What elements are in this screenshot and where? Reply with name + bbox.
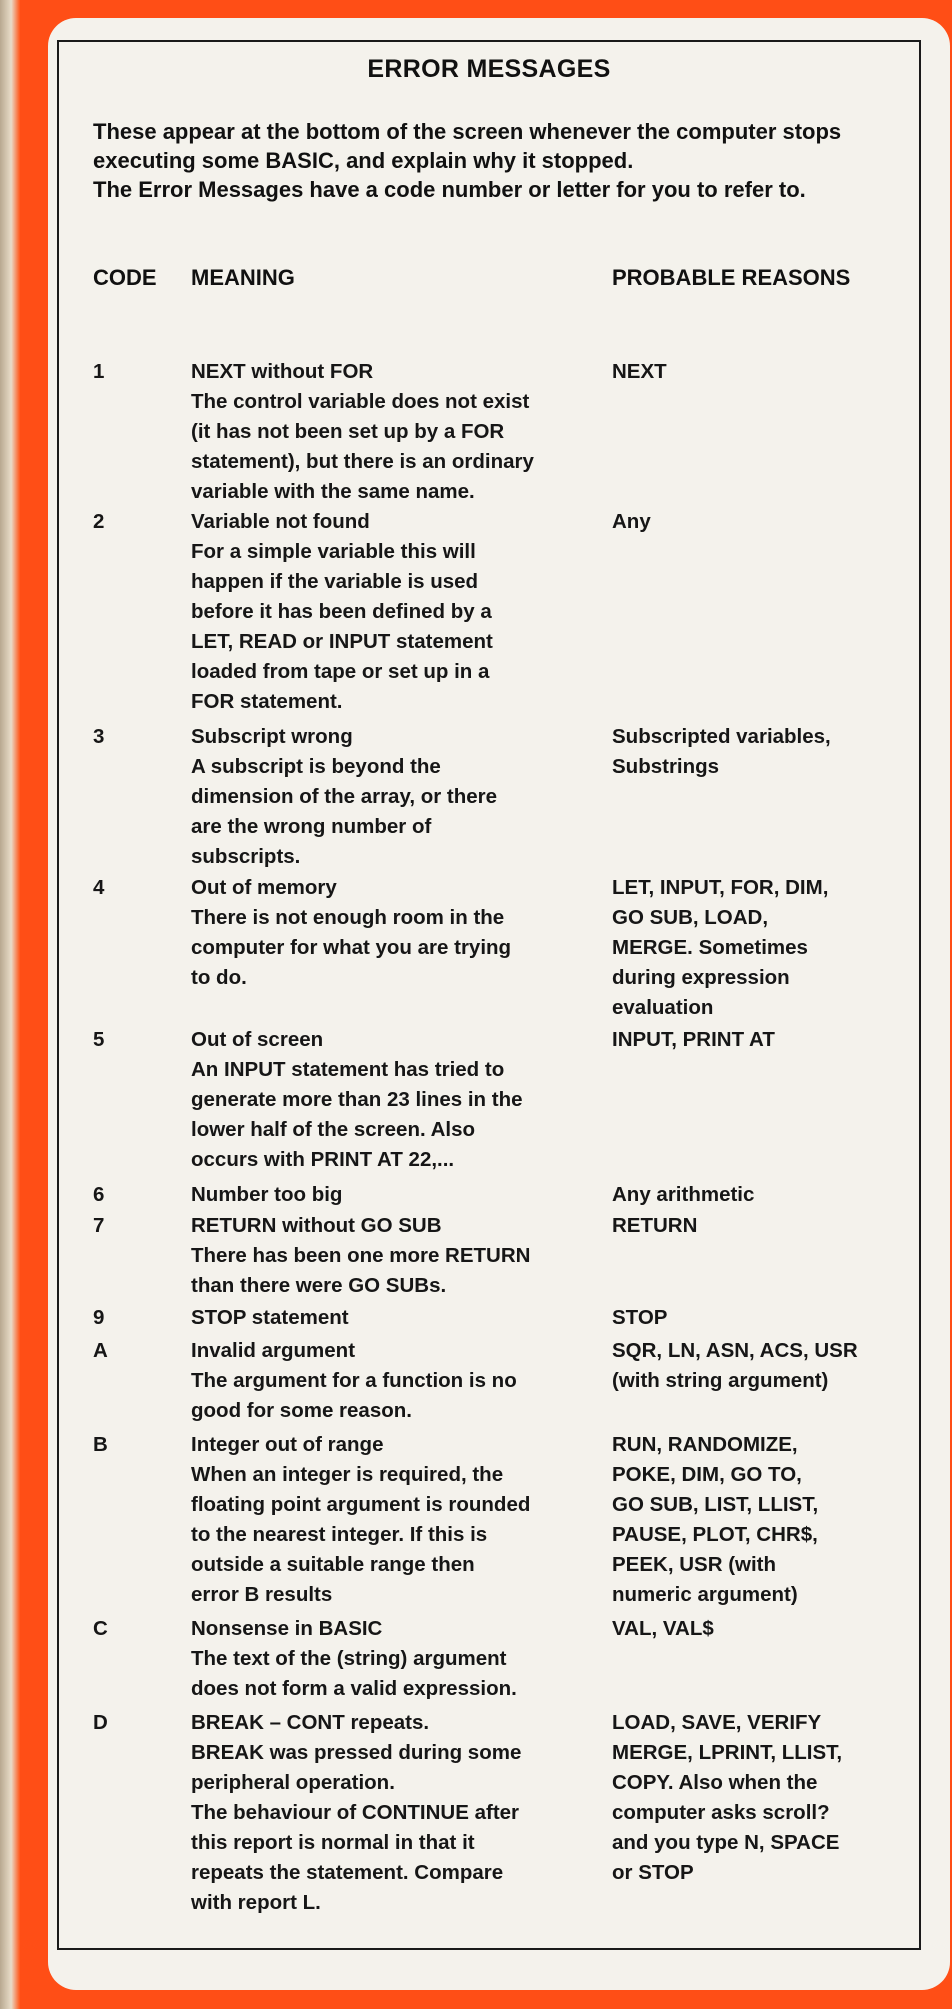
error-reasons: Any [612,510,651,533]
error-code: 1 [93,360,105,383]
error-meaning: Out of screen An INPUT statement has tried to generate more than 23 lines in the lower half of the screen. Also occurs with PRINT AT 22,... [191,1028,523,1171]
header-code: CODE [93,265,157,290]
error-reasons: STOP [612,1306,668,1329]
error-meaning: STOP statement [191,1306,349,1329]
header-reasons: PROBABLE REASONS [612,265,851,290]
error-reasons: VAL, VAL$ [612,1617,714,1640]
error-reasons: Any arithmetic [612,1183,755,1206]
error-meaning: Nonsense in BASIC The text of the (string) argument does not form a valid expression. [191,1617,517,1700]
error-reasons: SQR, LN, ASN, ACS, USR (with string argument) [612,1339,858,1392]
error-meaning: NEXT without FOR The control variable does not exist (it has not been set up by a FOR statement), but there is an ordinary variable with the same name. [191,360,534,503]
error-meaning: RETURN without GO SUB There has been one more RETURN than there were GO SUBs. [191,1214,531,1297]
error-code: C [93,1617,108,1640]
intro-text: These appear at the bottom of the screen whenever the computer stops executing some BASIC, and explain why it stopped. The Error Messages have a code number or letter for you to refer to. [93,119,842,202]
error-code: A [93,1339,108,1362]
error-reasons: Subscripted variables, Substrings [612,725,831,778]
page-title: ERROR MESSAGES [367,55,611,83]
error-reasons: RETURN [612,1214,698,1237]
error-meaning: Number too big [191,1183,343,1206]
error-meaning: BREAK – CONT repeats. BREAK was pressed during some peripheral operation. The behaviour of CONTINUE after this report is normal in that it repeats the statement. Compare with report L. [191,1711,522,1914]
error-meaning: Variable not found For a simple variable this will happen if the variable is used before it has been defined by a LET, READ or INPUT statement loaded from tape or set up in a FOR statement. [191,510,493,713]
error-meaning: Invalid argument The argument for a function is no good for some reason. [191,1339,517,1422]
header-meaning: MEANING [191,265,295,290]
error-reasons: INPUT, PRINT AT [612,1028,775,1051]
error-code: 5 [93,1028,105,1051]
error-code: 6 [93,1183,105,1206]
error-code: 7 [93,1214,105,1237]
error-code: 9 [93,1306,105,1329]
error-reasons: LOAD, SAVE, VERIFY MERGE, LPRINT, LLIST, COPY. Also when the computer asks scroll? and you type N, SPACE or STOP [612,1711,843,1884]
error-reasons: LET, INPUT, FOR, DIM, GO SUB, LOAD, MERGE. Sometimes during expression evaluation [612,876,829,1019]
error-code: 4 [93,876,105,899]
error-reasons: RUN, RANDOMIZE, POKE, DIM, GO TO, GO SUB, LIST, LLIST, PAUSE, PLOT, CHR$, PEEK, USR (with numeric argument) [612,1433,819,1606]
error-code: 2 [93,510,105,533]
error-meaning: Subscript wrong A subscript is beyond the dimension of the array, or there are the wrong number of subscripts. [191,725,498,868]
error-reasons: NEXT [612,360,667,383]
error-meaning: Out of memory There is not enough room in the computer for what you are trying to do. [191,876,512,989]
error-meaning: Integer out of range When an integer is required, the floating point argument is rounded to the nearest integer. If this is outside a suitable range then error B results [191,1433,531,1606]
error-code: 3 [93,725,105,748]
error-code: D [93,1711,108,1734]
error-code: B [93,1433,108,1456]
